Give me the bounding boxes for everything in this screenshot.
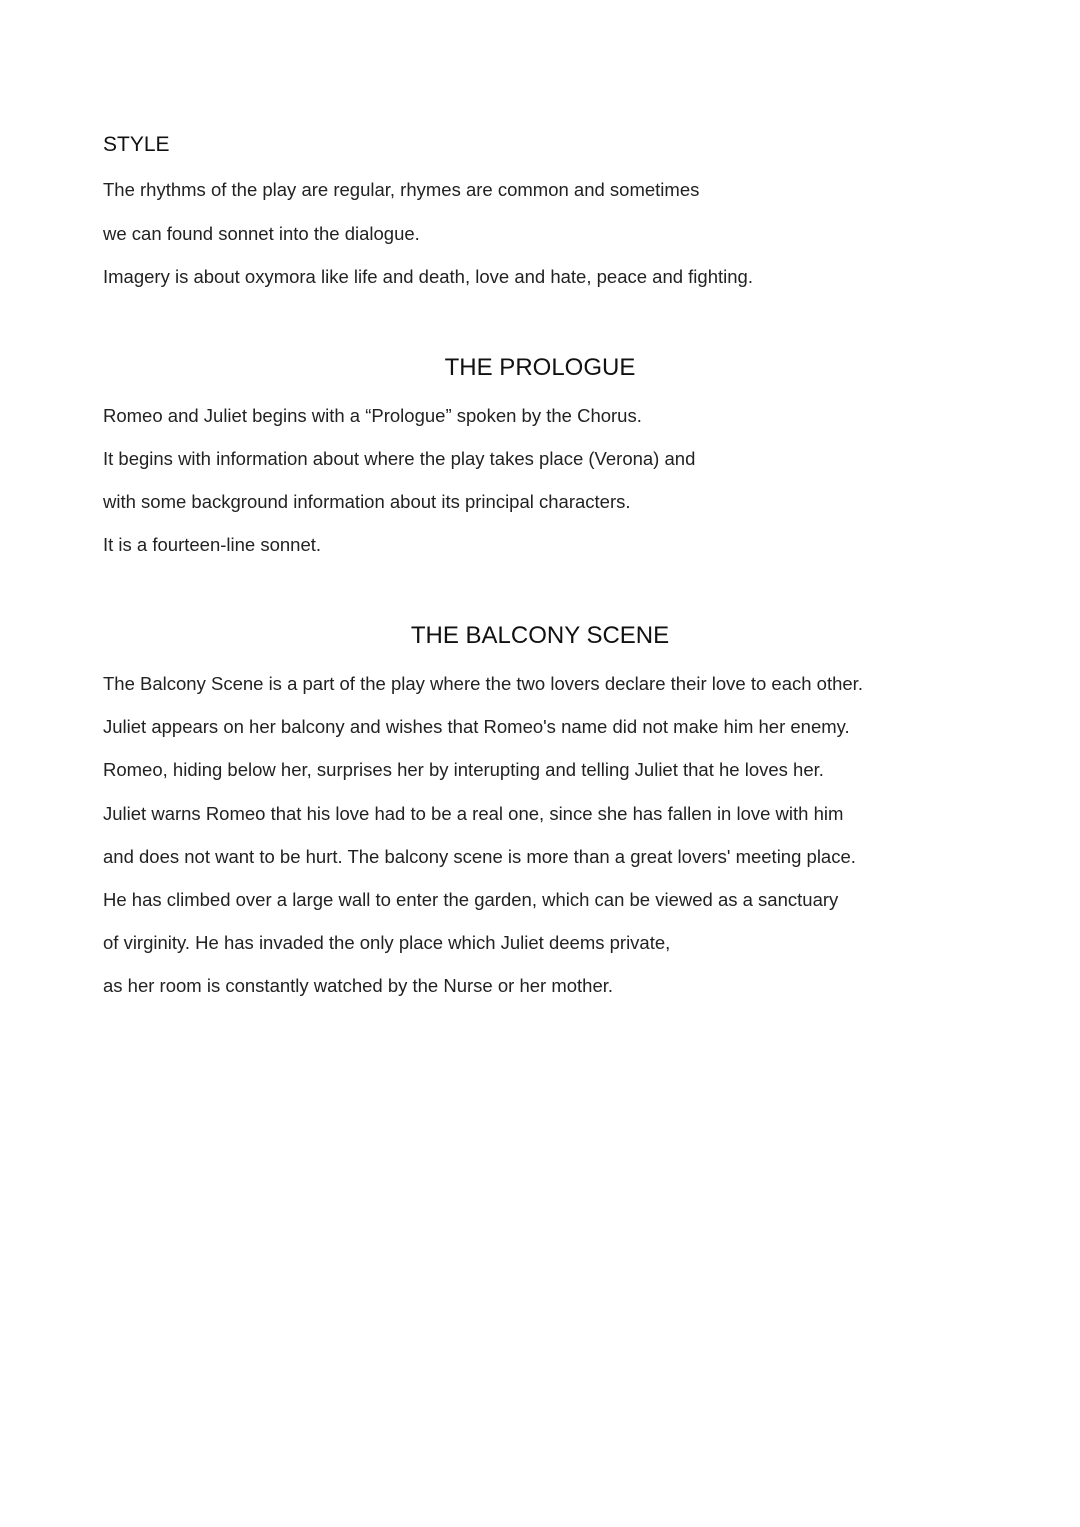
balcony-line-7: of virginity. He has invaded the only place which Juliet deems private, [103, 932, 671, 953]
prologue-line-1: Romeo and Juliet begins with a “Prologue” spoken by the Chorus. [103, 405, 642, 426]
balcony-line-8: as her room is constantly watched by the Nurse or her mother. [103, 975, 614, 996]
balcony-line-3: Romeo, hiding below her, surprises her by interupting and telling Juliet that he loves her. [103, 759, 824, 780]
style-heading: STYLE [103, 133, 170, 156]
balcony-line-1: The Balcony Scene is a part of the play where the two lovers declare their love to each other. [103, 673, 863, 694]
balcony-line-6: He has climbed over a large wall to enter the garden, which can be viewed as a sanctuary [103, 889, 839, 910]
style-line-3: Imagery is about oxymora like life and death, love and hate, peace and fighting. [103, 266, 753, 287]
balcony-line-2: Juliet appears on her balcony and wishes that Romeo's name did not make him her enemy. [103, 716, 850, 737]
balcony-line-4: Juliet warns Romeo that his love had to be a real one, since she has fallen in love with him [103, 803, 844, 824]
prologue-line-2: It begins with information about where the play takes place (Verona) and [103, 448, 696, 469]
balcony-line-5: and does not want to be hurt. The balcony scene is more than a great lovers' meeting place. [103, 846, 856, 867]
style-line-1: The rhythms of the play are regular, rhymes are common and sometimes [103, 179, 700, 200]
balcony-heading: THE BALCONY SCENE [410, 622, 670, 649]
prologue-line-4: It is a fourteen-line sonnet. [103, 534, 322, 555]
prologue-heading: THE PROLOGUE [444, 354, 636, 381]
style-line-2: we can found sonnet into the dialogue. [103, 223, 420, 244]
prologue-line-3: with some background information about its principal characters. [103, 491, 631, 512]
